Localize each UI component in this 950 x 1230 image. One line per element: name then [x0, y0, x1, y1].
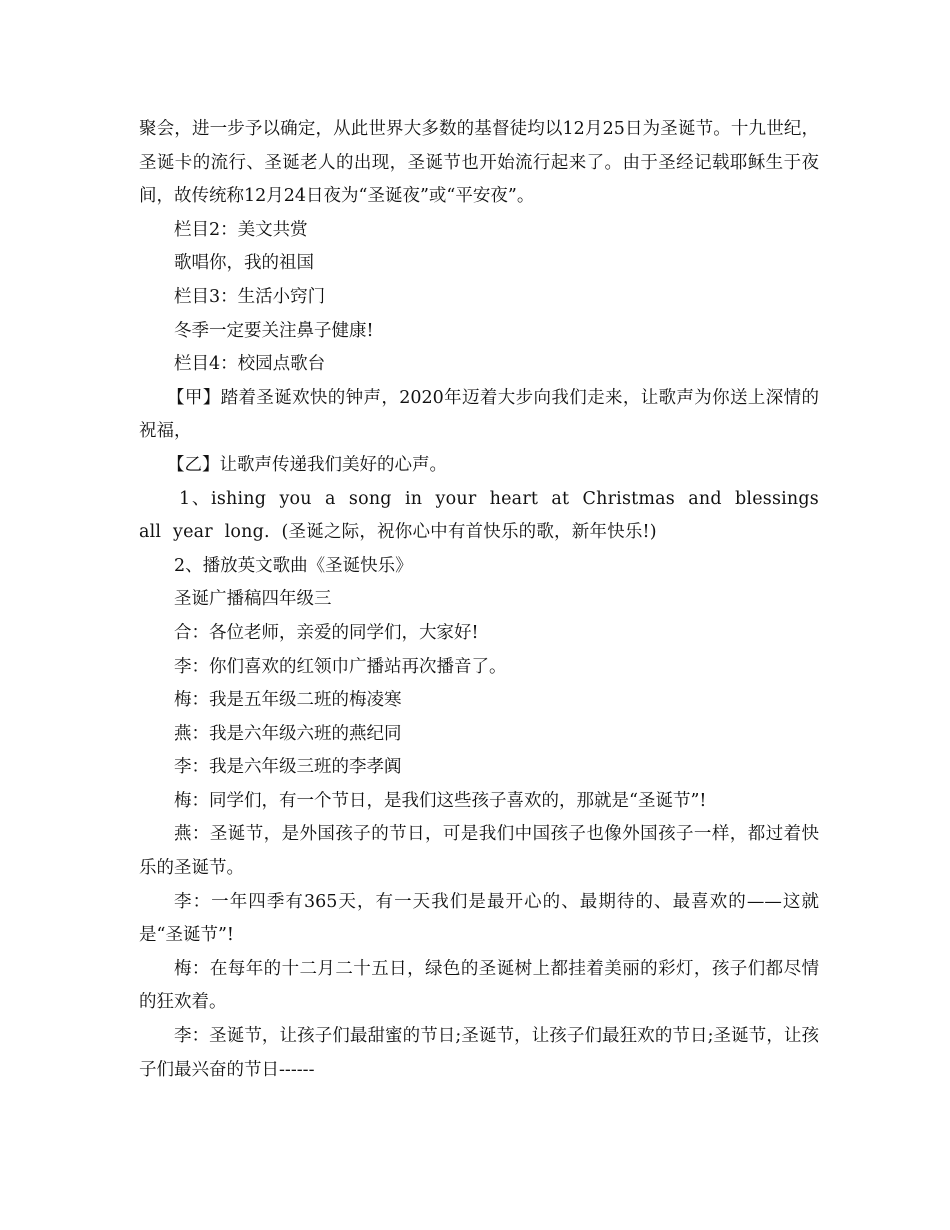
paragraph-poem-title: 歌唱你，我的祖国: [174, 253, 314, 274]
paragraph-li-name: 李：我是六年级三班的李孝阗: [174, 757, 402, 778]
paragraph-mei-christmas: 梅：同学们，有一个节日，是我们这些孩子喜欢的，那就是“圣诞节”!: [174, 790, 707, 811]
paragraph-yan-christmas: 燕：圣诞节，是外国孩子的节日，可是我们中国孩子也像外国孩子一样，都过着快乐的圣诞节。: [139, 824, 819, 879]
paragraph-mei-intro: 梅：我是五年级二班的梅凌寒: [174, 690, 402, 711]
paragraph-li-365: 李：一年四季有365天，有一天我们是最开心的、最期待的、最喜欢的——这就是“圣诞节”!: [139, 891, 819, 946]
paragraph-column-4-title: 栏目4：校园点歌台: [174, 354, 326, 375]
paragraph-play-song: 2、播放英文歌曲《圣诞快乐》: [174, 555, 413, 576]
paragraph-column-3-title: 栏目3：生活小窍门: [174, 286, 326, 307]
paragraph-english-greeting: 1、ishing you a song in your heart at Christmas and blessings all year long. (圣诞之际，祝你心中有首快乐的歌，新年快乐!): [139, 488, 819, 543]
paragraph-nose-health: 冬季一定要关注鼻子健康!: [174, 320, 374, 341]
document-body: [139, 113, 819, 1087]
paragraph-section-title: 圣诞广播稿四年级三: [174, 589, 332, 610]
paragraph-speaker-jia: 【甲】踏着圣诞欢快的钟声，2020年迈着大步向我们走来，让歌声为你送上深情的祝福，: [139, 387, 819, 442]
paragraph-li-intro: 李：你们喜欢的红领巾广播站再次播音了。: [174, 656, 507, 677]
paragraph-greeting-all: 合：各位老师，亲爱的同学们，大家好!: [174, 622, 479, 643]
paragraph-li-festival: 李：圣诞节，让孩子们最甜蜜的节日;圣诞节，让孩子们最狂欢的节日;圣诞节，让孩子们最兴奋的节日------: [139, 1026, 819, 1080]
paragraph-christmas-history: 聚会，进一步予以确定，从此世界大多数的基督徒均以12月25日为圣诞节。十九世纪，圣诞卡的流行、圣诞老人的出现，圣诞节也开始流行起来了。由于圣经记载耶稣生于夜间，故传统称12月24日夜为“圣诞夜”或“平安夜”。: [139, 119, 819, 207]
paragraph-yan-intro: 燕：我是六年级六班的燕纪同: [174, 723, 402, 744]
paragraph-column-2-title: 栏目2：美文共赏: [174, 219, 308, 240]
paragraph-mei-tree: 梅：在每年的十二月二十五日，绿色的圣诞树上都挂着美丽的彩灯，孩子们都尽情的狂欢着。: [139, 958, 819, 1013]
paragraph-speaker-yi: 【乙】让歌声传递我们美好的心声。: [167, 454, 447, 475]
